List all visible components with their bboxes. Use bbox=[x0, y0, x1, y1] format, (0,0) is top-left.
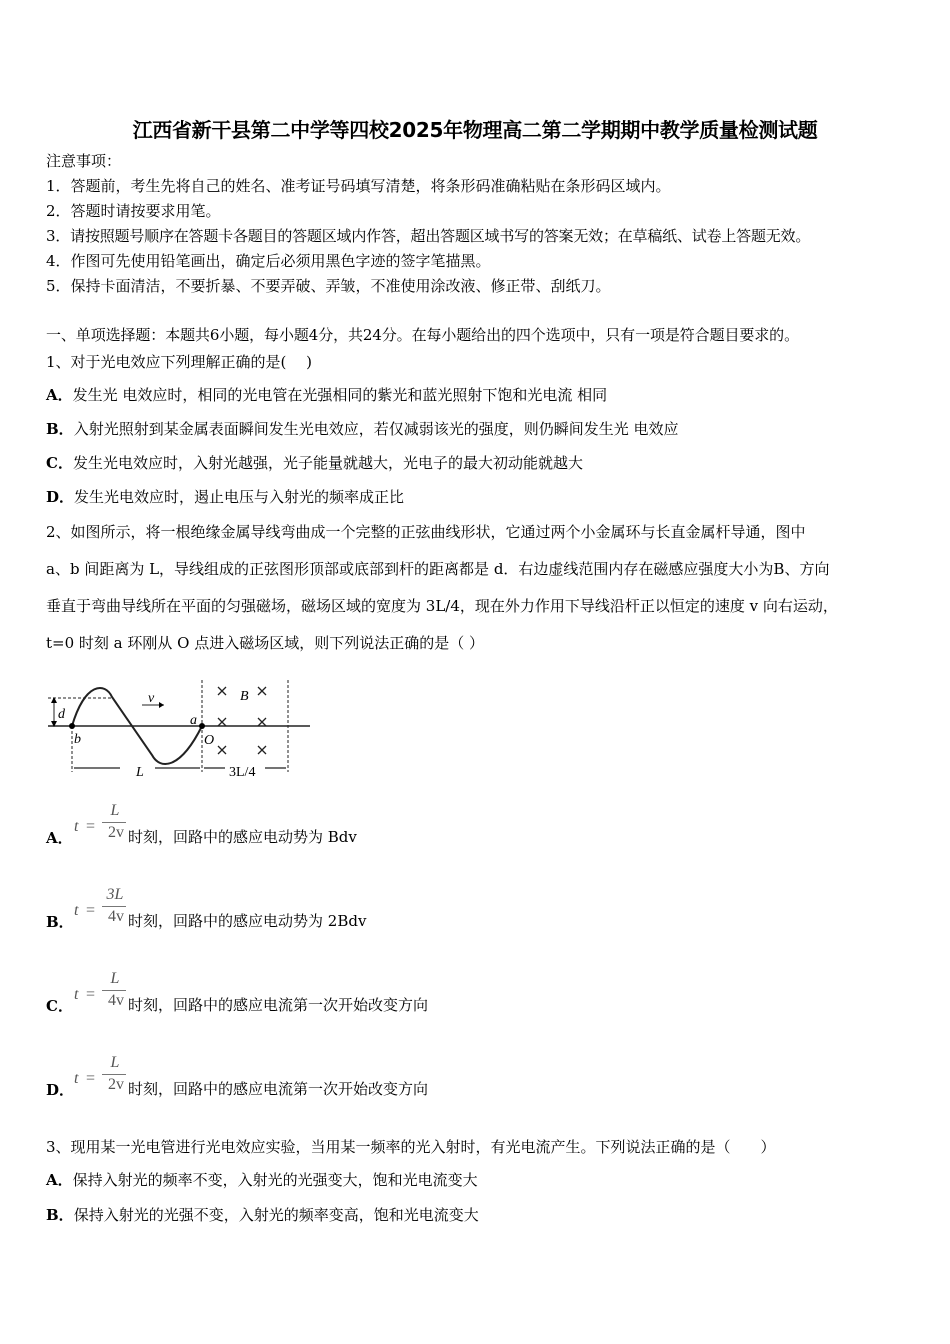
notice-item: 3．请按照题号顺序在答题卡各题目的答题区域内作答，超出答题区域书写的答案无效；在草稿纸、试卷上答题无效。 bbox=[46, 227, 811, 245]
svg-text:a: a bbox=[190, 713, 197, 728]
question-2-stem-line: 垂直于弯曲导线所在平面的匀强磁场，磁场区域的宽度为 3L/4，现在外力作用下导线沿杆正以恒定的速度 v 向右运动， bbox=[46, 597, 838, 615]
q1-option-a: A．发生光 电效应时，相同的光电管在光强相同的紫光和蓝光照射下饱和光电流 相同 bbox=[46, 386, 608, 404]
q1-option-d: D．发生光电效应时，遏止电压与入射光的频率成正比 bbox=[46, 488, 405, 506]
svg-text:b: b bbox=[74, 732, 81, 747]
notice-item: 4．作图可先使用铅笔画出，确定后必须用黑色字迹的签字笔描黑。 bbox=[46, 252, 491, 270]
q3-option-a: A．保持入射光的频率不变，入射光的光强变大，饱和光电流变大 bbox=[46, 1171, 478, 1189]
question-1-stem: 1、对于光电效应下列理解正确的是( ) bbox=[46, 353, 313, 371]
notice-item: 2．答题时请按要求用笔。 bbox=[46, 202, 221, 220]
svg-text:d: d bbox=[58, 707, 65, 722]
svg-text:B: B bbox=[240, 689, 249, 704]
question-2-stem-line: 2、如图所示，将一根绝缘金属导线弯曲成一个完整的正弦曲线形状，它通过两个小金属环与长直金属杆导通，图中 bbox=[46, 523, 806, 541]
question-2-stem-line: a、b 间距离为 L，导线组成的正弦图形顶部或底部到杆的距离都是 d．右边虚线范围内存在磁感应强度大小为B、方向 bbox=[46, 560, 830, 578]
svg-text:L: L bbox=[136, 765, 144, 780]
section-heading: 一、单项选择题：本题共6小题，每小题4分，共24分。在每小题给出的四个选项中，只有一项是符合题目要求的。 bbox=[46, 326, 799, 344]
document-page: 江西省新干县第二中学等四校2025年物理高二第二学期期中教学质量检测试题 注意事项： 1．答题前，考生先将自己的姓名、准考证号码填写清楚，将条形码准确粘贴在条形码区域内。 2．答题时请按要求用笔。 3．请按照题号顺序在答题卡各题目的答题区域内作答，超出答题区域书写的答案无效；在草稿纸、试卷上答题无效。 4．作图可先使用铅笔画出，确定后必须用黑色字迹的签字笔描黑。 5．保持卡面清洁，不要折暴、不要弄破、弄皱，不准使用涂改液、修正带、刮纸刀。 一、单项选择题：本题共6小题，每小题4分，共24分。在每小题给出的四个选项中，只有一项是符合题目要求的。 1、对于光电效应下列理解正确的是( ) A．发生光 电效应时，相同的光电管在光强相同的紫光和蓝光照射下饱和光电流 相同 B．入射光照射到某金属表面瞬间发生光电效应，若仅减弱该光的强度，则仍瞬间发生光 电效应 C．发生光电效应时，入射光越强，光子能量就越大，光电子的最大初动能就越大 D．发生光电效应时，遏止电压与入射光的频率成正比 2、如图所示，将一根绝缘金属导线弯曲成一个完整的正弦曲线形状，它通过两个小金属环与长直金属杆导通，图中 a、b 间距离为 L，导线组成的正弦图形顶部或底部到杆的距离都是 d．右边虚线范围内存在磁感应强度大小为B、方向 垂直于弯曲导线所在平面的匀强磁场，磁场区域的宽度为 3L/4，现在外力作用下导线沿杆正以恒定的速度 v 向右运动， t=0 时刻 a 环刚从 O 点进入磁场区域，则下列说法正确的是（ ） d b v a O B L 3L/4 t = L 2v A． 时刻，回路中的感应电动势为 Bdv t = 3L 4v B． 时刻，回路中的感应电动势为 2Bdv t = L 4v C． 时刻，回路中的感应电流第一次开始改变方向 t = L 2v D． 时刻，回路中的感应电流第一次开始改变方向 3、现用某一光电管进行光电效应实验，当用某一频率的光入射时，有光电流产生。下列说法正确的是（ ） A．保持入射光的频率不变，入射光的光强变大，饱和光电流变大 B．保持入射光的光强不变，入射光的频率变高，饱和光电流变大 bbox=[0, 0, 950, 1344]
notice-item: 1．答题前，考生先将自己的姓名、准考证号码填写清楚，将条形码准确粘贴在条形码区域内。 bbox=[46, 177, 671, 195]
svg-text:O: O bbox=[204, 733, 215, 748]
notice-heading: 注意事项： bbox=[46, 152, 122, 170]
q1-option-c: C．发生光电效应时，入射光越强，光子能量就越大，光电子的最大初动能就越大 bbox=[46, 454, 583, 472]
notice-item: 5．保持卡面清洁，不要折暴、不要弄破、弄皱，不准使用涂改液、修正带、刮纸刀。 bbox=[46, 277, 611, 295]
svg-text:3L/4: 3L/4 bbox=[229, 765, 256, 780]
page-title: 江西省新干县第二中学等四校2025年物理高二第二学期期中教学质量检测试题 bbox=[132, 118, 818, 142]
q1-option-b: B．入射光照射到某金属表面瞬间发生光电效应，若仅减弱该光的强度，则仍瞬间发生光 电效应 bbox=[46, 420, 679, 438]
question-3-stem: 3、现用某一光电管进行光电效应实验，当用某一频率的光入射时，有光电流产生。下列说法正确的是（ ） bbox=[46, 1138, 776, 1156]
question-2-stem-line: t=0 时刻 a 环刚从 O 点进入磁场区域，则下列说法正确的是（ ） bbox=[46, 634, 484, 652]
q3-option-b: B．保持入射光的光强不变，入射光的频率变高，饱和光电流变大 bbox=[46, 1206, 479, 1224]
svg-text:v: v bbox=[148, 691, 155, 706]
sine-wire-magnetic-field-figure bbox=[40, 672, 320, 787]
